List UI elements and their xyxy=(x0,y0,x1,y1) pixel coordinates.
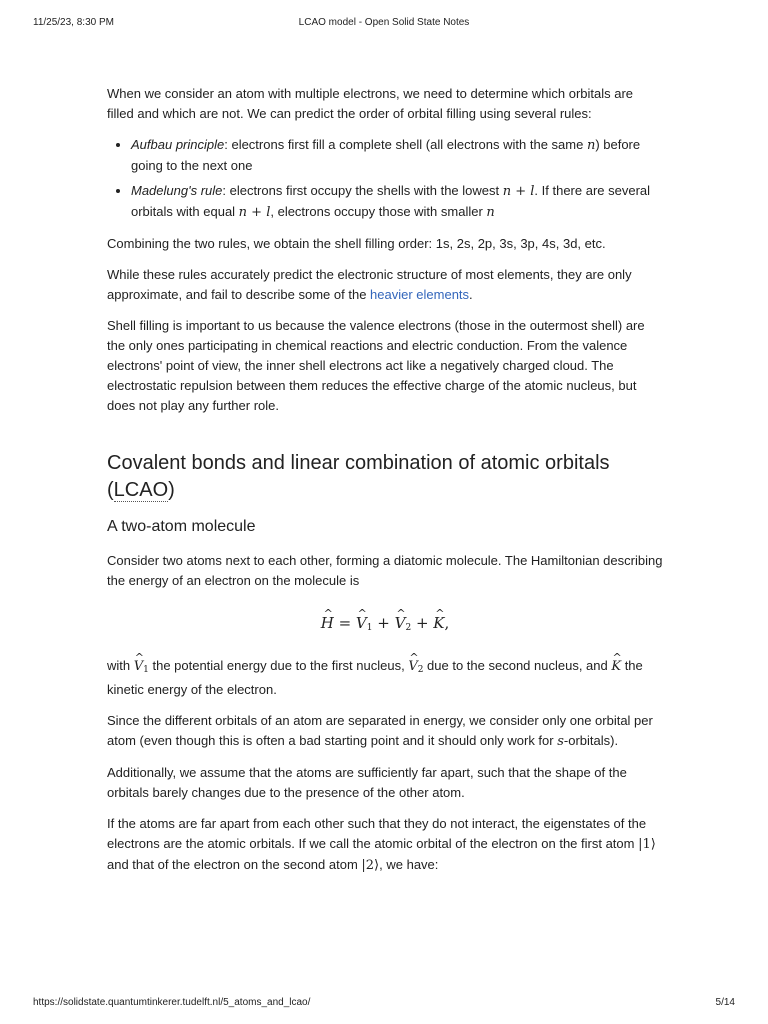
paragraph-approximate: While these rules accurately predict the electronic structure of most elements, they are only approximate, and fail to describe some of the heavier elements. xyxy=(107,267,632,302)
paragraph-intro: When we consider an atom with multiple electrons, we need to determine which orbitals are filled and which are not. We can predict the order of orbital filling using several rules: xyxy=(107,86,634,121)
heavier-elements-link[interactable]: heavier elements xyxy=(370,287,470,302)
filling-rules-list xyxy=(107,135,663,223)
print-page-number: 5/14 xyxy=(715,997,735,1008)
paragraph-eigenstates: If the atoms are far apart from each other such that they do not interact, the eigenstates of the electrons are the atomic orbitals. If we call the atomic orbital of the electron on the first atom |1⟩ and that of the electron on the second atom |2⟩, we have: xyxy=(107,816,656,873)
print-url: https://solidstate.quantumtinkerer.tudelft.nl/5_atoms_and_lcao/ xyxy=(33,997,311,1008)
math-s: s xyxy=(557,734,564,749)
hamiltonian-symbol: ^ H xyxy=(321,611,334,635)
potential-v2-symbol: ^ V xyxy=(395,611,406,635)
article-body xyxy=(107,84,663,887)
kinetic-k-symbol: ^ K xyxy=(433,611,444,635)
list-item-aufbau: • Aufbau principle: electrons first fill a complete shell (all electrons with the same n) before going to the next one xyxy=(131,135,663,176)
hamiltonian-equation: ^ H = ^ $V_1$ + ^ $V_2$ + ^ K, xyxy=(107,611,663,640)
list-item-madelung: • Madelung's rule: electrons first occupy the shells with the lowest n + l. If there are several orbitals with equal n + l, electrons occupy those with smaller n xyxy=(131,181,663,223)
ket-1: |1⟩ xyxy=(638,837,656,852)
print-page-title: LCAO model - Open Solid State Notes xyxy=(298,17,470,28)
lcao-abbreviation[interactable]: LCAO xyxy=(113,479,169,501)
paragraph-far-apart: Additionally, we assume that the atoms are sufficiently far apart, such that the shape of the orbitals barely changes due to the presence of the other atom. xyxy=(107,765,627,800)
paragraph-one-orbital: Since the different orbitals of an atom are separated in energy, we consider only one orbital per atom (even though this is often a bad starting point and it should only work for s-orbitals). xyxy=(107,713,653,749)
math-n-plus-l: n + l xyxy=(238,205,271,220)
paragraph-shell-filling: Shell filling is important to us because the valence electrons (those in the outermost shell) are the only ones participating in chemical reactions and electric conduction. From the valence electrons' point of view, the inner shell electrons act like a negatively charged cloud. The electrostatic repulsion between them reduces the effective charge of the atomic nucleus, but does not play any further role. xyxy=(107,318,645,413)
math-n: n xyxy=(586,138,596,153)
aufbau-term: Aufbau principle xyxy=(131,137,225,152)
math-n: n xyxy=(486,205,495,220)
ket-2: |2⟩ xyxy=(361,858,380,873)
section-heading-lcao: Covalent bonds and linear combination of atomic orbitals (LCAO) xyxy=(107,452,610,501)
paragraph-with-terms: with ^ $V_1$ the potential energy due to the first nucleus, ^ $V_2$ due to the second nucleus, and ^ K the kinetic energy of the electron. xyxy=(107,656,663,700)
paragraph-combining: Combining the two rules, we obtain the shell filling order: 1s, 2s, 2p, 3s, 3p, 4s, 3d, etc. xyxy=(107,236,606,251)
madelung-term: Madelung's rule xyxy=(131,183,223,198)
subsection-heading-two-atom: A two-atom molecule xyxy=(107,518,256,535)
math-n-plus-l: n + l xyxy=(502,184,535,199)
paragraph-hamiltonian-intro: Consider two atoms next to each other, forming a diatomic molecule. The Hamiltonian describing the energy of an electron on the molecule is xyxy=(107,553,663,588)
potential-v1-symbol: ^ V xyxy=(356,611,367,635)
print-datetime: 11/25/23, 8:30 PM xyxy=(33,17,114,28)
